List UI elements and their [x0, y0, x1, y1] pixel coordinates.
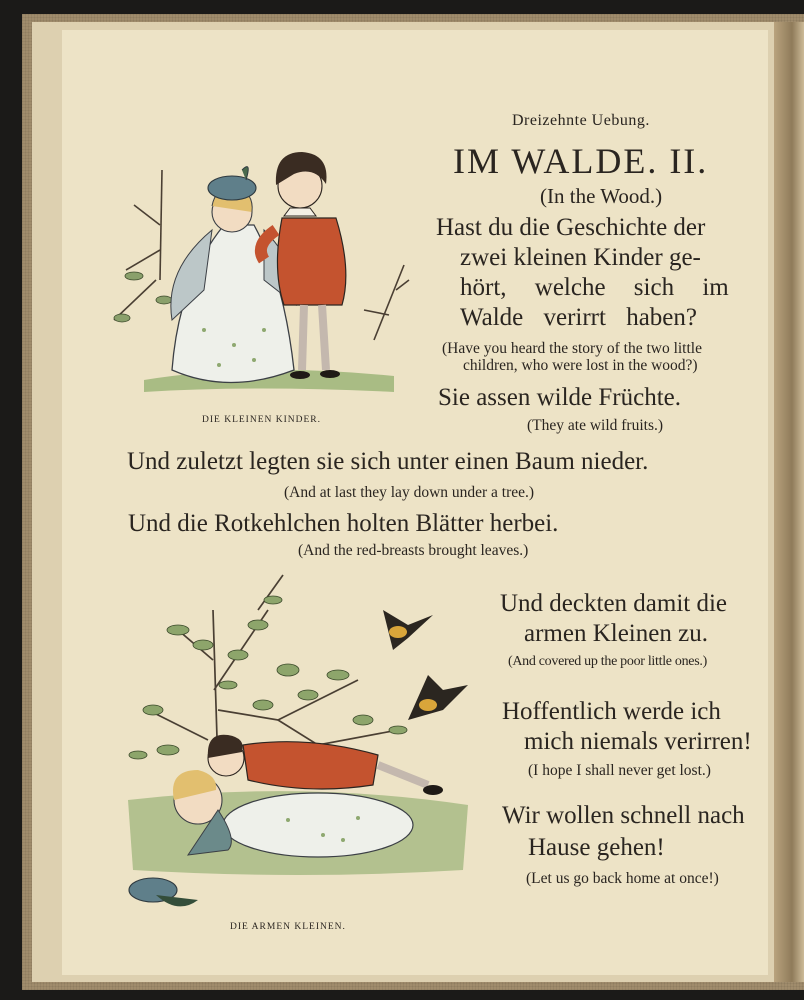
english-translation: (Have you heard the story of the two little — [442, 340, 702, 357]
illustration-children — [104, 130, 416, 410]
english-translation: (And the red-breasts brought leaves.) — [298, 542, 529, 559]
german-line: Hause gehen! — [528, 834, 665, 861]
top-illustration-caption: DIE KLEINEN KINDER. — [202, 415, 321, 425]
english-translation: (I hope I shall never get lost.) — [528, 762, 711, 779]
german-line: Und deckten damit die — [500, 590, 728, 617]
title-translation: (In the Wood.) — [540, 184, 663, 208]
bare-branch-right — [364, 265, 409, 340]
german-line: hört, welche sich im — [460, 274, 729, 301]
german-line: Wir wollen schnell nach — [502, 802, 745, 829]
lesson-heading: Dreizehnte Uebung. — [512, 112, 650, 129]
tree-leaves — [129, 596, 407, 759]
german-line: zwei kleinen Kinder ge- — [460, 244, 701, 271]
german-line: Und zuletzt legten sie sich unter einen Baum nieder. — [127, 448, 649, 475]
bottom-illustration-caption: DIE ARMEN KLEINEN. — [230, 922, 346, 932]
german-line: Walde verirrt haben? — [460, 304, 697, 331]
page-title: IM WALDE. II. — [453, 141, 709, 181]
english-translation: (They ate wild fruits.) — [527, 417, 664, 434]
illustration-sleeping-children — [108, 570, 488, 920]
sleeping-boy — [208, 735, 443, 795]
bird-lower — [408, 675, 468, 720]
english-translation: (Let us go back home at once!) — [526, 870, 719, 887]
german-line: Hast du die Geschichte der — [436, 214, 706, 241]
german-line: mich niemals verirren! — [524, 728, 752, 755]
english-translation: children, who were lost in the wood?) — [463, 357, 698, 374]
bird-upper — [383, 610, 433, 650]
german-line: Sie assen wilde Früchte. — [438, 384, 682, 411]
german-line: Und die Rotkehlchen holten Blätter herbei. — [128, 510, 559, 537]
book-gutter — [774, 22, 804, 982]
leaves-left — [114, 272, 172, 322]
german-line: Hoffentlich werde ich — [502, 698, 721, 725]
bare-branch-left — [114, 170, 162, 320]
english-translation: (And at last they lay down under a tree.) — [284, 484, 535, 501]
german-line: armen Kleinen zu. — [524, 620, 708, 647]
english-translation: (And covered up the poor little ones.) — [508, 654, 707, 669]
